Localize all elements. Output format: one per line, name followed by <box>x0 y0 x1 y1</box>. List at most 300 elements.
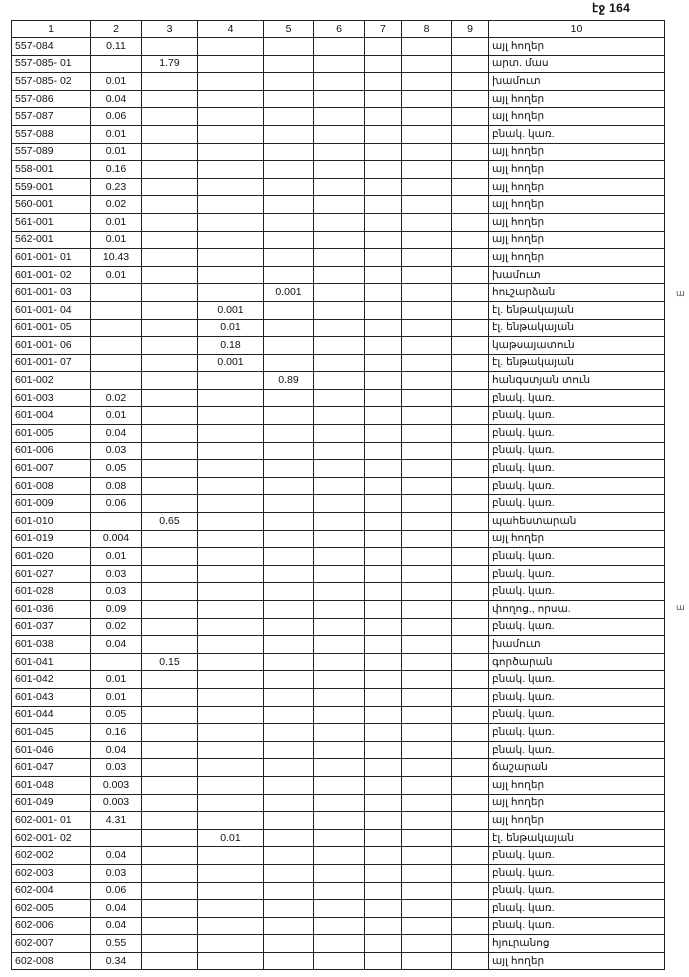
table-row <box>12 864 665 882</box>
table-row <box>12 776 665 794</box>
area-col2-cell: 0.23 <box>91 178 142 196</box>
col8-cell <box>402 706 452 724</box>
table-row <box>12 618 665 636</box>
col6-cell <box>314 108 365 126</box>
land-use-cell: փողոց., որսա. <box>489 601 665 619</box>
area-col3-cell <box>142 319 198 337</box>
area-col2-cell: 0.01 <box>91 266 142 284</box>
col9-cell <box>452 636 489 654</box>
area-col3-cell <box>142 301 198 319</box>
col9-cell <box>452 900 489 918</box>
col9-cell <box>452 917 489 935</box>
area-col4-cell <box>198 565 264 583</box>
table-row <box>12 73 665 91</box>
table-row <box>12 301 665 319</box>
col7-cell <box>365 794 402 812</box>
area-col3-cell: 0.65 <box>142 513 198 531</box>
table-row <box>12 759 665 777</box>
col9-cell <box>452 759 489 777</box>
area-col3-cell <box>142 213 198 231</box>
land-use-cell: պահեստարան <box>489 513 665 531</box>
area-col4-cell <box>198 952 264 970</box>
parcel-id-cell: 559-001 <box>12 178 91 196</box>
col8-cell <box>402 425 452 443</box>
col9-cell <box>452 935 489 953</box>
col9-cell <box>452 196 489 214</box>
column-header: 10 <box>489 21 665 38</box>
area-col4-cell <box>198 143 264 161</box>
table-row <box>12 460 665 478</box>
parcel-id-cell: 601-048 <box>12 776 91 794</box>
col6-cell <box>314 125 365 143</box>
land-use-cell: այլ հողեր <box>489 249 665 267</box>
col8-cell <box>402 125 452 143</box>
area-col3-cell <box>142 38 198 56</box>
area-col5-cell <box>264 671 314 689</box>
table-row <box>12 952 665 970</box>
area-col5-cell <box>264 249 314 267</box>
area-col4-cell <box>198 178 264 196</box>
col9-cell <box>452 495 489 513</box>
table-row <box>12 565 665 583</box>
col7-cell <box>365 900 402 918</box>
land-use-cell: բնակ. կառ. <box>489 882 665 900</box>
col9-cell <box>452 73 489 91</box>
table-row <box>12 284 665 302</box>
area-col3-cell <box>142 530 198 548</box>
col6-cell <box>314 196 365 214</box>
area-col2-cell: 0.04 <box>91 741 142 759</box>
col6-cell <box>314 213 365 231</box>
column-header: 5 <box>264 21 314 38</box>
area-col2-cell: 4.31 <box>91 812 142 830</box>
area-col3-cell <box>142 425 198 443</box>
column-header: 6 <box>314 21 365 38</box>
col6-cell <box>314 636 365 654</box>
land-use-cell: այլ հողեր <box>489 231 665 249</box>
area-col2-cell: 0.55 <box>91 935 142 953</box>
col8-cell <box>402 776 452 794</box>
area-col5-cell <box>264 847 314 865</box>
col6-cell <box>314 143 365 161</box>
col7-cell <box>365 565 402 583</box>
area-col2-cell: 0.04 <box>91 425 142 443</box>
land-use-cell: այլ հողեր <box>489 90 665 108</box>
col6-cell <box>314 90 365 108</box>
col6-cell <box>314 231 365 249</box>
area-col2-cell: 0.05 <box>91 706 142 724</box>
area-col3-cell <box>142 952 198 970</box>
area-col4-cell <box>198 196 264 214</box>
col9-cell <box>452 372 489 390</box>
area-col4-cell <box>198 495 264 513</box>
col6-cell <box>314 337 365 355</box>
col9-cell <box>452 741 489 759</box>
parcel-id-cell: 602-008 <box>12 952 91 970</box>
area-col4-cell <box>198 161 264 179</box>
col8-cell <box>402 178 452 196</box>
col9-cell <box>452 706 489 724</box>
land-use-cell: բնակ. կառ. <box>489 425 665 443</box>
col8-cell <box>402 477 452 495</box>
col6-cell <box>314 38 365 56</box>
area-col3-cell <box>142 407 198 425</box>
col7-cell <box>365 829 402 847</box>
area-col5-cell: 0.001 <box>264 284 314 302</box>
col7-cell <box>365 548 402 566</box>
area-col3-cell <box>142 90 198 108</box>
col7-cell <box>365 477 402 495</box>
col9-cell <box>452 847 489 865</box>
land-use-cell: այլ հողեր <box>489 530 665 548</box>
area-col2-cell <box>91 301 142 319</box>
area-col2-cell <box>91 372 142 390</box>
col7-cell <box>365 213 402 231</box>
col8-cell <box>402 55 452 73</box>
area-col5-cell <box>264 354 314 372</box>
land-use-cell: հյուրանոց <box>489 935 665 953</box>
col7-cell <box>365 776 402 794</box>
table-row <box>12 372 665 390</box>
area-col2-cell: 0.06 <box>91 495 142 513</box>
col7-cell <box>365 143 402 161</box>
land-use-cell: բնակ. կառ. <box>489 565 665 583</box>
land-use-cell: այլ հողեր <box>489 952 665 970</box>
area-col3-cell <box>142 882 198 900</box>
col9-cell <box>452 284 489 302</box>
table-row <box>12 196 665 214</box>
area-col4-cell <box>198 935 264 953</box>
col8-cell <box>402 442 452 460</box>
col8-cell <box>402 548 452 566</box>
col6-cell <box>314 319 365 337</box>
table-row <box>12 231 665 249</box>
col9-cell <box>452 776 489 794</box>
col7-cell <box>365 759 402 777</box>
col6-cell <box>314 724 365 742</box>
area-col4-cell <box>198 688 264 706</box>
land-register-table <box>11 20 665 970</box>
parcel-id-cell: 601-044 <box>12 706 91 724</box>
parcel-id-cell: 602-007 <box>12 935 91 953</box>
parcel-id-cell: 602-004 <box>12 882 91 900</box>
col8-cell <box>402 513 452 531</box>
col9-cell <box>452 442 489 460</box>
area-col4-cell: 0.01 <box>198 829 264 847</box>
land-use-cell: այլ հողեր <box>489 196 665 214</box>
col9-cell <box>452 231 489 249</box>
land-use-cell: բնակ. կառ. <box>489 583 665 601</box>
area-col3-cell <box>142 724 198 742</box>
parcel-id-cell: 601-001- 03 <box>12 284 91 302</box>
table-row <box>12 847 665 865</box>
col7-cell <box>365 372 402 390</box>
area-col3-cell <box>142 178 198 196</box>
area-col4-cell <box>198 73 264 91</box>
col6-cell <box>314 864 365 882</box>
area-col3-cell <box>142 389 198 407</box>
col7-cell <box>365 636 402 654</box>
parcel-id-cell: 601-003 <box>12 389 91 407</box>
area-col4-cell <box>198 548 264 566</box>
col8-cell <box>402 653 452 671</box>
col7-cell <box>365 864 402 882</box>
col9-cell <box>452 354 489 372</box>
margin-mark: ա <box>676 288 685 298</box>
area-col2-cell: 0.02 <box>91 618 142 636</box>
col9-cell <box>452 618 489 636</box>
land-use-cell: խամուտ <box>489 266 665 284</box>
area-col2-cell <box>91 284 142 302</box>
area-col2-cell: 0.02 <box>91 196 142 214</box>
area-col5-cell <box>264 319 314 337</box>
area-col3-cell <box>142 618 198 636</box>
table-row <box>12 337 665 355</box>
col6-cell <box>314 794 365 812</box>
col7-cell <box>365 178 402 196</box>
area-col2-cell: 0.06 <box>91 882 142 900</box>
land-use-cell: արտ. մաս <box>489 55 665 73</box>
col8-cell <box>402 213 452 231</box>
land-use-cell: էլ. ենթակայան <box>489 319 665 337</box>
area-col5-cell <box>264 530 314 548</box>
col8-cell <box>402 196 452 214</box>
area-col5-cell <box>264 935 314 953</box>
area-col5-cell: 0.89 <box>264 372 314 390</box>
area-col5-cell <box>264 917 314 935</box>
col9-cell <box>452 864 489 882</box>
col7-cell <box>365 583 402 601</box>
area-col5-cell <box>264 565 314 583</box>
col8-cell <box>402 565 452 583</box>
col7-cell <box>365 231 402 249</box>
area-col2-cell: 0.06 <box>91 108 142 126</box>
col6-cell <box>314 407 365 425</box>
col7-cell <box>365 530 402 548</box>
parcel-id-cell: 601-036 <box>12 601 91 619</box>
col7-cell <box>365 266 402 284</box>
col9-cell <box>452 90 489 108</box>
area-col5-cell <box>264 601 314 619</box>
area-col5-cell <box>264 389 314 407</box>
area-col5-cell <box>264 231 314 249</box>
col8-cell <box>402 829 452 847</box>
area-col5-cell <box>264 196 314 214</box>
col8-cell <box>402 143 452 161</box>
area-col5-cell <box>264 776 314 794</box>
col9-cell <box>452 565 489 583</box>
col6-cell <box>314 55 365 73</box>
land-use-cell: բնակ. կառ. <box>489 688 665 706</box>
table-row <box>12 706 665 724</box>
parcel-id-cell: 601-001- 01 <box>12 249 91 267</box>
col7-cell <box>365 407 402 425</box>
table-row <box>12 583 665 601</box>
col6-cell <box>314 583 365 601</box>
area-col5-cell <box>264 794 314 812</box>
area-col3-cell <box>142 829 198 847</box>
column-header: 3 <box>142 21 198 38</box>
area-col4-cell <box>198 636 264 654</box>
area-col2-cell: 0.01 <box>91 143 142 161</box>
column-header: 2 <box>91 21 142 38</box>
area-col4-cell: 0.18 <box>198 337 264 355</box>
land-use-cell: բնակ. կառ. <box>489 460 665 478</box>
area-col5-cell <box>264 741 314 759</box>
area-col2-cell: 0.16 <box>91 724 142 742</box>
col8-cell <box>402 319 452 337</box>
area-col3-cell <box>142 495 198 513</box>
col6-cell <box>314 73 365 91</box>
area-col4-cell <box>198 741 264 759</box>
table-row <box>12 882 665 900</box>
col6-cell <box>314 565 365 583</box>
area-col2-cell: 0.03 <box>91 864 142 882</box>
col8-cell <box>402 618 452 636</box>
col7-cell <box>365 847 402 865</box>
area-col3-cell <box>142 706 198 724</box>
land-use-cell: բնակ. կառ. <box>489 724 665 742</box>
col7-cell <box>365 812 402 830</box>
parcel-id-cell: 601-001- 04 <box>12 301 91 319</box>
area-col3-cell <box>142 108 198 126</box>
col6-cell <box>314 671 365 689</box>
area-col2-cell: 0.02 <box>91 389 142 407</box>
col7-cell <box>365 513 402 531</box>
area-col5-cell <box>264 583 314 601</box>
area-col2-cell: 0.08 <box>91 477 142 495</box>
area-col3-cell <box>142 354 198 372</box>
parcel-id-cell: 602-002 <box>12 847 91 865</box>
col9-cell <box>452 425 489 443</box>
col7-cell <box>365 284 402 302</box>
land-use-cell: այլ հողեր <box>489 161 665 179</box>
land-use-cell: բնակ. կառ. <box>489 389 665 407</box>
col6-cell <box>314 882 365 900</box>
parcel-id-cell: 601-008 <box>12 477 91 495</box>
col7-cell <box>365 618 402 636</box>
col7-cell <box>365 724 402 742</box>
land-use-cell: այլ հողեր <box>489 794 665 812</box>
area-col2-cell: 0.004 <box>91 530 142 548</box>
area-col2-cell: 0.01 <box>91 125 142 143</box>
area-col5-cell <box>264 460 314 478</box>
area-col2-cell: 0.01 <box>91 231 142 249</box>
area-col2-cell: 0.04 <box>91 900 142 918</box>
col9-cell <box>452 952 489 970</box>
table-row <box>12 513 665 531</box>
area-col2-cell: 0.03 <box>91 583 142 601</box>
col7-cell <box>365 73 402 91</box>
table-row <box>12 741 665 759</box>
area-col4-cell <box>198 55 264 73</box>
land-use-cell: բնակ. կառ. <box>489 495 665 513</box>
area-col4-cell: 0.001 <box>198 301 264 319</box>
area-col3-cell <box>142 372 198 390</box>
col7-cell <box>365 741 402 759</box>
col8-cell <box>402 108 452 126</box>
parcel-id-cell: 557-089 <box>12 143 91 161</box>
table-row <box>12 178 665 196</box>
col8-cell <box>402 759 452 777</box>
area-col3-cell <box>142 284 198 302</box>
area-col5-cell <box>264 653 314 671</box>
table-row <box>12 125 665 143</box>
col7-cell <box>365 706 402 724</box>
area-col2-cell <box>91 513 142 531</box>
col7-cell <box>365 337 402 355</box>
area-col4-cell <box>198 882 264 900</box>
col7-cell <box>365 354 402 372</box>
table-row <box>12 900 665 918</box>
col8-cell <box>402 495 452 513</box>
area-col2-cell: 0.34 <box>91 952 142 970</box>
col8-cell <box>402 671 452 689</box>
col6-cell <box>314 759 365 777</box>
area-col4-cell <box>198 513 264 531</box>
col6-cell <box>314 161 365 179</box>
area-col3-cell <box>142 565 198 583</box>
column-header: 7 <box>365 21 402 38</box>
area-col3-cell: 1.79 <box>142 55 198 73</box>
area-col5-cell <box>264 688 314 706</box>
area-col3-cell <box>142 477 198 495</box>
col6-cell <box>314 513 365 531</box>
col8-cell <box>402 266 452 284</box>
col6-cell <box>314 460 365 478</box>
col7-cell <box>365 249 402 267</box>
margin-mark: ա <box>676 602 685 612</box>
land-use-cell: բնակ. կառ. <box>489 618 665 636</box>
area-col3-cell <box>142 583 198 601</box>
area-col4-cell <box>198 776 264 794</box>
col9-cell <box>452 548 489 566</box>
table-row <box>12 601 665 619</box>
land-use-cell: բնակ. կառ. <box>489 477 665 495</box>
col9-cell <box>452 530 489 548</box>
parcel-id-cell: 601-049 <box>12 794 91 812</box>
area-col3-cell <box>142 847 198 865</box>
col6-cell <box>314 442 365 460</box>
area-col5-cell <box>264 38 314 56</box>
column-header: 9 <box>452 21 489 38</box>
area-col3-cell <box>142 900 198 918</box>
area-col3-cell <box>142 688 198 706</box>
parcel-id-cell: 562-001 <box>12 231 91 249</box>
area-col3-cell <box>142 337 198 355</box>
area-col2-cell: 0.11 <box>91 38 142 56</box>
area-col4-cell <box>198 425 264 443</box>
land-use-cell: այլ հողեր <box>489 143 665 161</box>
col8-cell <box>402 724 452 742</box>
area-col2-cell <box>91 354 142 372</box>
land-use-cell: բնակ. կառ. <box>489 900 665 918</box>
parcel-id-cell: 601-042 <box>12 671 91 689</box>
col9-cell <box>452 125 489 143</box>
col6-cell <box>314 266 365 284</box>
parcel-id-cell: 601-004 <box>12 407 91 425</box>
table-row <box>12 108 665 126</box>
area-col5-cell <box>264 495 314 513</box>
col7-cell <box>365 952 402 970</box>
col7-cell <box>365 196 402 214</box>
area-col3-cell <box>142 125 198 143</box>
area-col5-cell <box>264 161 314 179</box>
col8-cell <box>402 583 452 601</box>
area-col2-cell: 10.43 <box>91 249 142 267</box>
area-col4-cell <box>198 794 264 812</box>
land-use-cell: բնակ. կառ. <box>489 125 665 143</box>
